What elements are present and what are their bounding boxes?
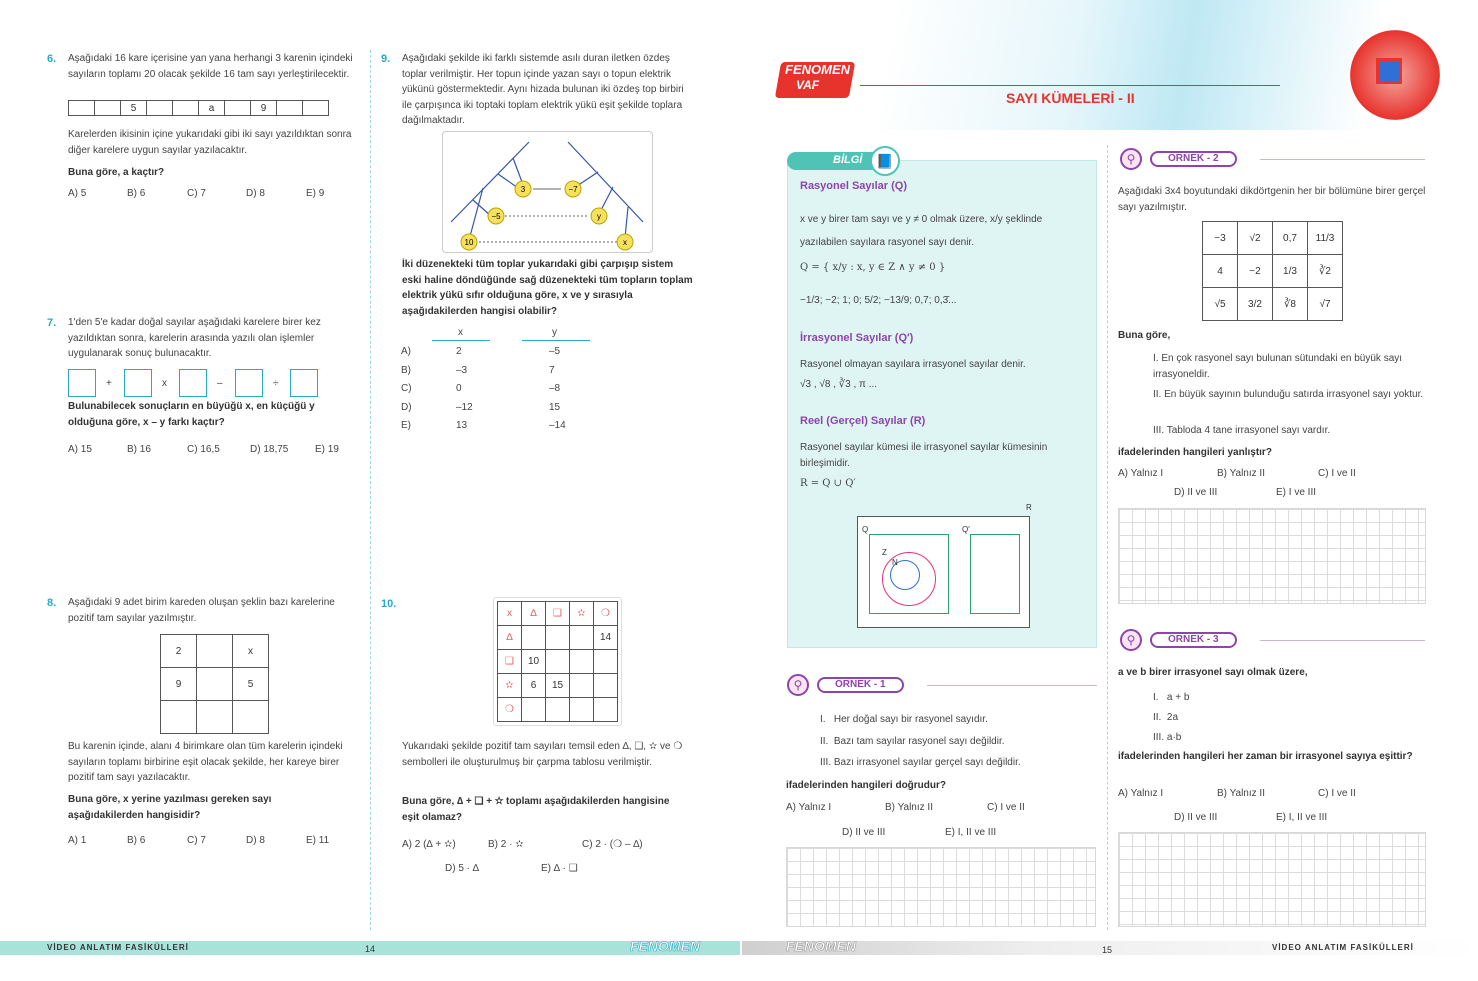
q9-question: İki düzenekteki tüm toplar yukarıdaki gibi çarpışıp sistem eski haline döndüğünde sağ düzenekteki tüm topların toplam elektrik yükü sıfır olduğuna göre, x ve y sırasıyla aşağıdakilerden hangisi olabilir?	[402, 259, 693, 317]
q10-question: Buna göre, ∆ + ❑ + ✫ toplamı aşağıdakilerden hangisine eşit olamaz?	[402, 796, 670, 823]
grid-cell: −3	[1203, 222, 1238, 255]
option-e[interactable]: E) 9	[306, 188, 325, 199]
example-2-header	[1120, 151, 1425, 167]
venn-diagram: R Q Q′ Z N	[857, 516, 1030, 628]
q8-text: Aşağıdaki 9 adet birim kareden oluşan şeklin bazı karelerine pozitif tam sayılar yazılmıştır.	[68, 597, 335, 624]
grid-cell: 1/3	[1273, 255, 1308, 288]
option-cell: B)	[401, 364, 411, 376]
example-1-header	[787, 677, 1097, 693]
title-rule	[860, 85, 1280, 86]
option-cell: –12	[456, 401, 473, 413]
strip-cell	[303, 101, 329, 116]
q7-number: 7.	[47, 317, 57, 329]
example-2-item-2: II. En büyük sayının bulunduğu satırda irrasyonel sayı yoktur.	[1153, 389, 1424, 400]
ball-minus7: −7	[568, 185, 578, 194]
option-b[interactable]: B) 2 · ✫	[488, 839, 524, 850]
strip-cell	[147, 101, 173, 116]
example-3-options	[1118, 786, 1418, 826]
q6-options	[68, 186, 358, 202]
option-row[interactable]	[401, 399, 601, 418]
option-d[interactable]: D) II ve III	[1174, 487, 1218, 498]
irrational-def: Rasyonel olmayan sayılara irrasyonel sayılar denir.	[800, 359, 1026, 370]
ball-3: 3	[520, 185, 526, 194]
example-2-question: ifadelerinden hangileri yanlıştır?	[1118, 447, 1272, 458]
table-cell: ❑	[546, 602, 570, 626]
table-cell	[594, 650, 618, 674]
q10-number: 10.	[381, 598, 397, 610]
rule	[522, 340, 590, 341]
table-cell: 10	[522, 650, 546, 674]
table-cell	[570, 698, 594, 722]
table-cell	[522, 698, 546, 722]
scratch-grid	[1118, 508, 1426, 604]
example-2-item-3: III. Tabloda 4 tane irrasyonel sayı vardır.	[1153, 425, 1331, 436]
empty-box	[179, 369, 207, 397]
strip-cell	[225, 101, 251, 116]
strip-cell	[69, 101, 95, 116]
option-a[interactable]: A) 15	[68, 444, 92, 455]
q6-strip	[68, 100, 329, 116]
column-divider	[1107, 145, 1108, 930]
grid-cell: 4	[1203, 255, 1238, 288]
table-cell	[570, 674, 594, 698]
option-cell: 0	[456, 383, 462, 395]
option-a[interactable]: A) 1	[68, 835, 87, 846]
grid-cell: √7	[1308, 288, 1343, 321]
table-cell	[570, 650, 594, 674]
example-1-items	[820, 709, 1021, 774]
pendulum-diagram	[443, 132, 654, 254]
q8-options	[68, 833, 358, 849]
real-set: R = Q ∪ Q′	[800, 478, 856, 489]
brand-logo: FENOMEN	[785, 62, 850, 77]
example-2-text: Aşağıdaki 3x4 boyutundaki dikdörtgenin her bir bölümüne birer gerçel sayı yazılmıştır.	[1118, 186, 1426, 213]
option-row[interactable]	[401, 343, 601, 362]
option-b[interactable]: B) 6	[127, 188, 146, 199]
option-c[interactable]: C) I ve II	[1318, 788, 1356, 799]
option-e[interactable]: E) 11	[306, 835, 330, 846]
example-1-question: ifadelerinden hangileri doğrudur?	[786, 780, 947, 791]
page-number-left: 14	[365, 944, 376, 954]
table-cell: ∆	[522, 602, 546, 626]
example-2-grid	[1202, 221, 1343, 321]
table-cell: ❍	[594, 602, 618, 626]
table-cell: 14	[594, 626, 618, 650]
example-1-options	[786, 800, 1086, 840]
table-cell: x	[498, 602, 522, 626]
option-cell: C)	[401, 383, 412, 395]
empty-box	[235, 369, 263, 397]
footer-series-right: VİDEO ANLATIM FASİKÜLLERİ	[1272, 943, 1414, 952]
option-cell: 13	[456, 420, 468, 432]
example-2-label: ÖRNEK - 2	[1150, 151, 1237, 167]
option-a[interactable]: A) Yalnız I	[786, 802, 832, 813]
table-cell: 6	[522, 674, 546, 698]
table-cell: ✫	[570, 602, 594, 626]
multiplication-table	[497, 601, 618, 722]
magnifier-icon: ⚲	[787, 674, 809, 696]
option-e[interactable]: E) 19	[315, 444, 339, 455]
option-cell: –5	[549, 346, 561, 357]
q6-number: 6.	[47, 53, 57, 65]
page-title: SAYI KÜMELERİ - II	[1006, 90, 1135, 106]
option-b[interactable]: B) Yalnız II	[1217, 468, 1265, 479]
list-item: II. 2a	[1153, 712, 1179, 723]
rational-examples: −1/3; −2; 1; 0; 5/2; −13/9; 0,7; 0,3̄...	[800, 295, 957, 306]
op-plus: +	[106, 378, 112, 389]
grid-cell: 11/3	[1308, 222, 1343, 255]
q6-text2: Karelerden ikisinin içine yukarıdaki gibi iki sayı yazıldıktan sonra diğer karelere uygun sayılar yazılacaktır.	[68, 129, 352, 156]
option-cell: 2	[456, 346, 462, 357]
list-item: I. a + b	[1153, 692, 1190, 703]
col-y-header: y	[552, 327, 557, 338]
empty-box	[290, 369, 318, 397]
option-row[interactable]	[401, 362, 601, 381]
example-3-items	[1153, 688, 1189, 748]
strip-cell	[277, 101, 303, 116]
option-row[interactable]	[401, 417, 601, 436]
strip-cell	[173, 101, 199, 116]
puzzle-icon	[1376, 58, 1402, 84]
brand-vaf: VAF	[796, 78, 820, 92]
strip-cell: 5	[121, 101, 147, 116]
option-a[interactable]: A) 5	[68, 188, 87, 199]
footer-brand-right: FENOMEN	[786, 938, 856, 954]
q8-grid: 2 x 9 5	[160, 634, 269, 734]
example-1-label: ÖRNEK - 1	[817, 677, 904, 693]
table-cell: ∆	[498, 626, 522, 650]
table-cell	[546, 650, 570, 674]
empty-box	[68, 369, 96, 397]
option-cell: –8	[549, 383, 561, 395]
option-cell: D)	[401, 401, 412, 413]
grid-cell: 0,7	[1273, 222, 1308, 255]
book-icon: 📘	[870, 146, 900, 176]
page-number-right: 15	[1102, 945, 1113, 955]
table-cell	[570, 626, 594, 650]
footer-brand-left: FENOMEN	[630, 938, 700, 954]
option-cell: E)	[401, 420, 411, 432]
option-cell: –3	[456, 364, 468, 376]
table-cell: ❑	[498, 650, 522, 674]
option-c[interactable]: C) I ve II	[1318, 468, 1356, 479]
column-divider	[370, 50, 371, 930]
option-cell: 15	[549, 401, 561, 413]
grid-cell: √5	[1203, 288, 1238, 321]
list-item: III. a·b	[1153, 732, 1182, 743]
option-a[interactable]: A) Yalnız I	[1118, 788, 1164, 799]
q10-text: Yukarıdaki şekilde pozitif tam sayıları temsil eden ∆, ❑, ✫ ve ❍ sembolleri ile oluşturulmuş bir çarpma tablosu verilmiştir.	[402, 741, 683, 768]
real-def: Rasyonel sayılar kümesi ile irrasyonel sayılar kümesinin birleşimidir.	[800, 442, 1048, 469]
list-item: II. Bazı tam sayılar rasyonel sayı değildir.	[820, 735, 1005, 747]
q10-options	[402, 837, 702, 877]
op-minus: –	[217, 378, 223, 389]
table-cell: ✫	[498, 674, 522, 698]
q6-text: Aşağıdaki 16 kare içerisine yan yana herhangi 3 karenin içindeki sayıların toplamı 20 olacak şekilde 16 tam sayı yerleştirilecektir.	[68, 53, 353, 80]
strip-cell: 9	[251, 101, 277, 116]
col-x-header: x	[458, 327, 463, 338]
option-e[interactable]: E) ∆ · ❑	[541, 863, 578, 874]
grid-cell: −2	[1238, 255, 1273, 288]
grid-cell: ∛2	[1308, 255, 1343, 288]
option-e[interactable]: E) I, II ve III	[1276, 812, 1328, 823]
option-cell: A)	[401, 346, 411, 357]
rational-set: Q = { x/y : x, y ∈ Z ∧ y ≠ 0 }	[800, 262, 946, 273]
option-c[interactable]: C) 7	[187, 835, 206, 846]
scratch-grid	[786, 847, 1096, 927]
option-d[interactable]: D) II ve III	[842, 827, 886, 838]
example-3-question: ifadelerinden hangileri her zaman bir irrasyonel sayıya eşittir?	[1118, 751, 1413, 762]
option-b[interactable]: B) Yalnız II	[1217, 788, 1265, 799]
ball-y: y	[597, 212, 601, 221]
option-cell: –14	[549, 420, 566, 432]
option-a[interactable]: A) Yalnız I	[1118, 468, 1164, 479]
option-c[interactable]: C) 16,5	[187, 444, 220, 455]
table-cell: ❍	[498, 698, 522, 722]
strip-cell	[95, 101, 121, 116]
option-c[interactable]: C) I ve II	[987, 802, 1025, 813]
info-label: BİLGİ	[833, 154, 863, 166]
magnifier-icon: ⚲	[1120, 629, 1142, 651]
ball-x: x	[623, 238, 627, 247]
q6-question: Buna göre, a kaçtır?	[68, 167, 165, 178]
grid-cell: ∛8	[1273, 288, 1308, 321]
footer-series-left: VİDEO ANLATIM FASİKÜLLERİ	[47, 943, 189, 952]
ball-10: 10	[464, 238, 474, 247]
example-3-text: a ve b birer irrasyonel sayı olmak üzere,	[1118, 667, 1308, 678]
rational-def: x ve y birer tam sayı ve y ≠ 0 olmak üzere, x/y şeklinde yazılabilen sayılara rasyonel sayı denir.	[800, 214, 1043, 248]
grid-cell: 3/2	[1238, 288, 1273, 321]
q8-number: 8.	[47, 597, 57, 609]
q9-number: 9.	[381, 53, 391, 65]
option-e[interactable]: E) I, II ve III	[945, 827, 997, 838]
ball-minus5: −5	[491, 212, 501, 221]
table-cell	[522, 626, 546, 650]
table-cell	[594, 698, 618, 722]
option-cell: 7	[549, 364, 555, 376]
option-a[interactable]: A) 2 (∆ + ✫)	[402, 839, 456, 850]
irrational-heading: İrrasyonel Sayılar (Q′)	[800, 332, 914, 344]
example-3-header	[1120, 632, 1425, 648]
table-cell	[594, 674, 618, 698]
option-b[interactable]: B) 6	[127, 835, 146, 846]
q9-options	[401, 343, 601, 436]
q8-text2: Bu karenin içinde, alanı 4 birimkare olan tüm karelerin içindeki sayıların toplamı birbirine eşit olacak şekilde, her kareye birer pozitif tam sayı yazılacaktır.	[68, 741, 343, 783]
rule	[432, 340, 490, 341]
option-e[interactable]: E) I ve III	[1276, 487, 1317, 498]
option-c[interactable]: C) 2 · (❍ – ∆)	[582, 839, 643, 850]
real-heading: Reel (Gerçel) Sayılar (R)	[800, 415, 926, 427]
irrational-examples: √3 , √8 , ∛3 , π ...	[800, 379, 878, 390]
example-3-label: ÖRNEK - 3	[1150, 632, 1237, 648]
option-c[interactable]: C) 7	[187, 188, 206, 199]
option-b[interactable]: B) 16	[127, 444, 151, 455]
q7-options	[68, 442, 358, 458]
list-item: III. Bazı irrasyonel sayılar gerçel sayı değildir.	[820, 757, 1021, 768]
q7-question: Bulunabilecek sonuçların en büyüğü x, en küçüğü y olduğuna göre, x – y farkı kaçtır?	[68, 401, 315, 428]
scratch-grid	[1118, 832, 1426, 927]
table-cell: 15	[546, 674, 570, 698]
strip-cell: a	[199, 101, 225, 116]
list-item: I. Her doğal sayı bir rasyonel sayıdır.	[820, 714, 988, 725]
option-d[interactable]: D) 5 · ∆	[445, 863, 479, 874]
option-row[interactable]	[401, 380, 601, 399]
q10-table-wrap	[493, 597, 622, 726]
example-2-options	[1118, 466, 1418, 506]
empty-box	[124, 369, 152, 397]
q7-text: 1'den 5'e kadar doğal sayılar aşağıdaki karelere birer kez yazıldıktan sonra, karelerin arasında yazılı olan işlemler uygulanarak sonuç bulunacaktır.	[68, 317, 321, 359]
table-cell	[546, 626, 570, 650]
table-cell	[546, 698, 570, 722]
q9-text: Aşağıdaki şekilde iki farklı sistemde asılı duran iletken özdeş toplar verilmiştir. Her topun içinde yazan sayı o topun elektrik yükünü göstermektedir. Aynı hizada bulunan iki özdeş top birbiri ile çarpışınca iki toptaki toplam elektrik yükü eşit şekilde toplara dağılmaktadır.	[402, 53, 684, 126]
example-2-item-1: I. En çok rasyonel sayı bulunan sütundaki en büyük sayı irrasyoneldir.	[1153, 353, 1403, 380]
op-times: x	[162, 378, 167, 389]
q8-question: Buna göre, x yerine yazılması gereken sayı aşağıdakilerden hangisidir?	[68, 794, 272, 821]
option-d[interactable]: D) 8	[246, 188, 265, 199]
magnifier-icon: ⚲	[1120, 148, 1142, 170]
op-divide: ÷	[273, 378, 279, 389]
option-d[interactable]: D) 8	[246, 835, 265, 846]
option-b[interactable]: B) Yalnız II	[885, 802, 933, 813]
rational-heading: Rasyonel Sayılar (Q)	[800, 180, 907, 192]
pendulum-figure	[442, 131, 653, 253]
example-2-lead: Buna göre,	[1118, 330, 1171, 341]
grid-cell: √2	[1238, 222, 1273, 255]
option-d[interactable]: D) II ve III	[1174, 812, 1218, 823]
option-d[interactable]: D) 18,75	[250, 444, 289, 455]
